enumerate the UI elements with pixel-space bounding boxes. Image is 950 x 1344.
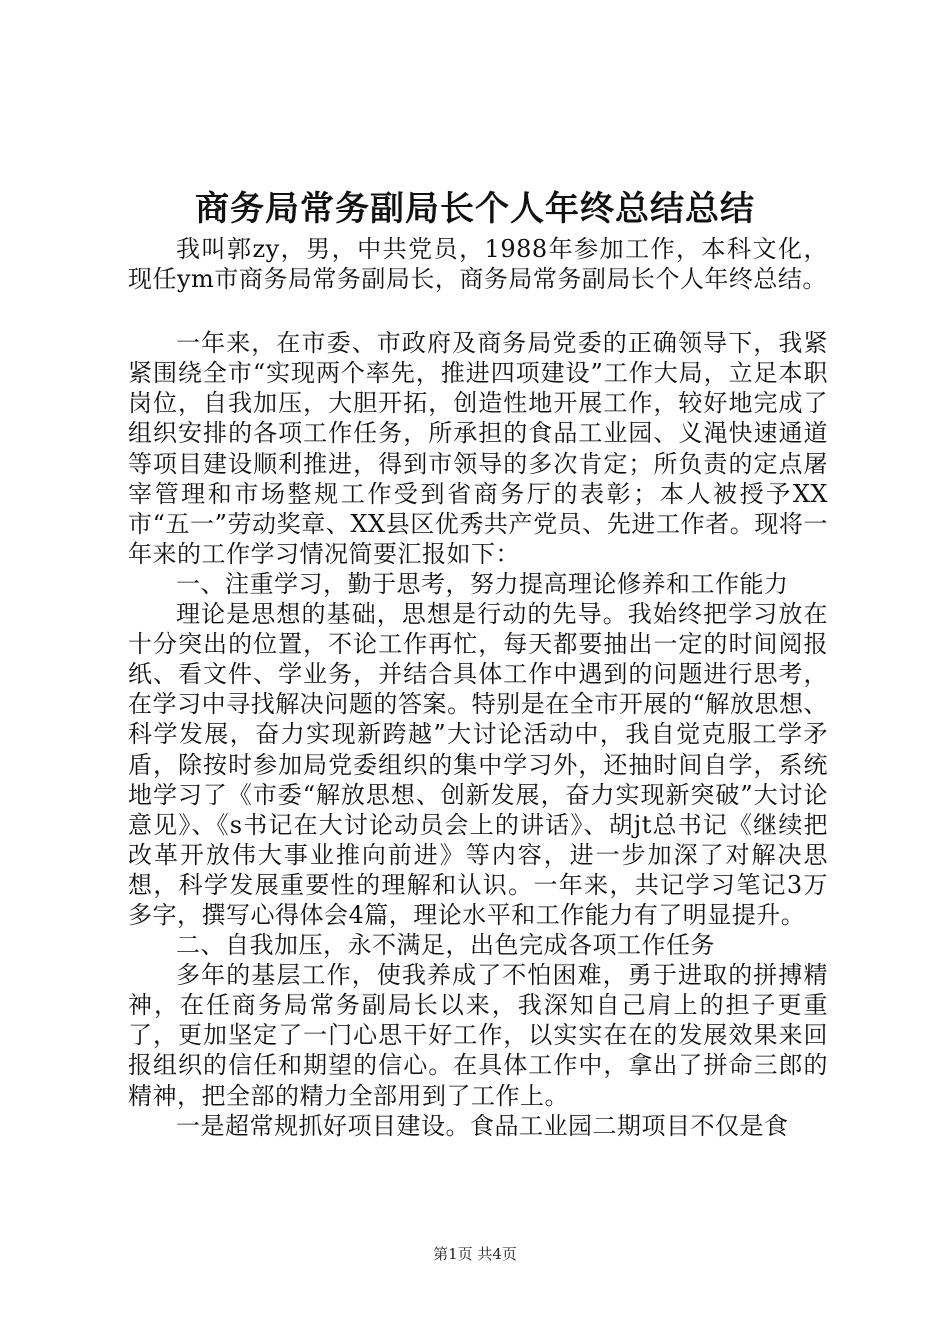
document-body (128, 234, 828, 1141)
page-footer (0, 1244, 950, 1264)
paragraph-overview: 一年来，在市委、市政府及商务局党委的正确领导下，我紧紧围绕全市“实现两个率先，推进四项建设”工作大局，立足本职岗位，自我加压，大胆开拓，创造性地开展工作，较好地完成了组织安排的各项工作任务，所承担的食品工业园、义渑快速通道等项目建设顺利推进，得到市领导的多次肯定；所负责的定点屠宰管理和市场整规工作受到省商务厅的表彰；本人被授予XX市“五一”劳动奖章、XX县区优秀共产党员、先进工作者。现将一年来的工作学习情况简要汇报如下： (128, 329, 828, 568)
section-heading-2: 二、自我加压，永不满足，出色完成各项工作任务 (176, 931, 715, 960)
page-number: 第1页 (433, 1245, 473, 1263)
page-total: 共4页 (477, 1245, 517, 1263)
paragraph-projects: 一是超常规抓好项目建设。食品工业园二期项目不仅是食 (176, 1111, 789, 1140)
paragraph-work-spirit: 多年的基层工作，使我养成了不怕困难，勇于进取的拼搏精神，在任商务局常务副局长以来，我深知自己肩上的担子更重了，更加坚定了一门心思干好工作，以实实在在的发展效果来回报组织的信任和期望的信心。在具体工作中，拿出了拼命三郎的精神，把全部的精力全部用到了工作上。 (128, 961, 828, 1110)
paragraph-study: 理论是思想的基础，思想是行动的先导。我始终把学习放在十分突出的位置，不论工作再忙，每天都要抽出一定的时间阅报纸、看文件、学业务，并结合具体工作中遇到的问题进行思考，在学习中寻找解决问题的答案。特别是在全市开展的“解放思想、科学发展，奋力实现新跨越”大讨论活动中，我自觉克服工学矛盾，除按时参加局党委组织的集中学习外，还抽时间自学，系统地学习了《市委“解放思想、创新发展，奋力实现新突破”大讨论意见》、《s书记在大讨论动员会上的讲话》、胡jt总书记《继续把改革开放伟大事业推向前进》等内容，进一步加深了对解决思想，科学发展重要性的理解和认识。一年来，共记学习笔记3万多字，撰写心得体会4篇，理论水平和工作能力有了明显提升。 (128, 600, 828, 929)
paragraph-intro: 我叫郭zy，男，中共党员，1988年参加工作，本科文化，现任ym市商务局常务副局长，商务局常务副局长个人年终总结。 (128, 235, 828, 294)
document-title: 商务局常务副局长个人年终总结总结 (195, 189, 755, 229)
section-heading-1: 一、注重学习，勤于思考，努力提高理论修养和工作能力 (176, 569, 789, 598)
